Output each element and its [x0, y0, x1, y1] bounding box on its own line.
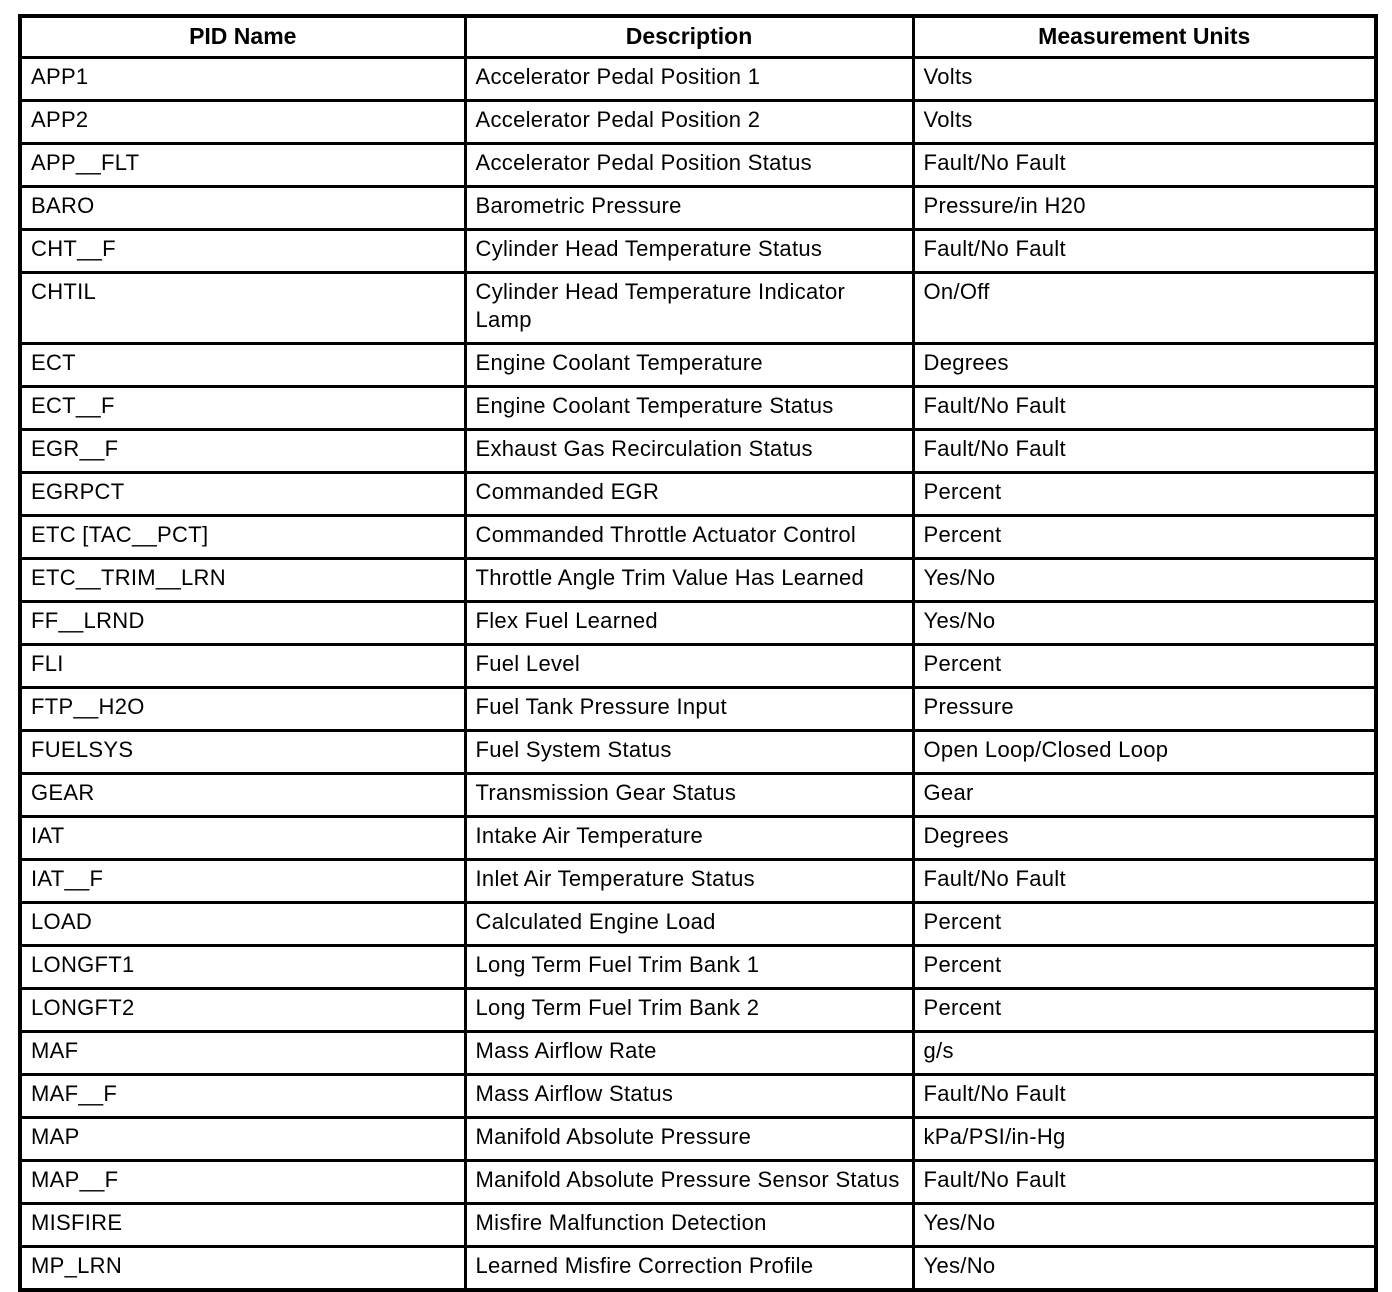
table-row	[20, 1161, 1376, 1204]
pid-name-cell: IAT	[20, 817, 465, 860]
description-cell: Exhaust Gas Recirculation Status	[465, 430, 913, 473]
measurement-units-cell: On/Off	[913, 273, 1376, 344]
table-row	[20, 1075, 1376, 1118]
description-cell: Commanded Throttle Actuator Control	[465, 516, 913, 559]
pid-name-cell: CHT__F	[20, 230, 465, 273]
measurement-units-cell: g/s	[913, 1032, 1376, 1075]
description-cell: Engine Coolant Temperature	[465, 344, 913, 387]
description-cell: Cylinder Head Temperature Status	[465, 230, 913, 273]
measurement-units-cell: Fault/No Fault	[913, 387, 1376, 430]
description-cell: Fuel Tank Pressure Input	[465, 688, 913, 731]
description-cell: Barometric Pressure	[465, 187, 913, 230]
description-cell: Commanded EGR	[465, 473, 913, 516]
measurement-units-cell: Fault/No Fault	[913, 430, 1376, 473]
pid-name-cell: FTP__H2O	[20, 688, 465, 731]
pid-name-cell: MP_LRN	[20, 1247, 465, 1291]
table-row	[20, 144, 1376, 187]
pid-name-cell: FF__LRND	[20, 602, 465, 645]
table-row	[20, 101, 1376, 144]
table-row	[20, 774, 1376, 817]
header-row	[20, 16, 1376, 58]
pid-name-cell: GEAR	[20, 774, 465, 817]
pid-name-cell: LONGFT1	[20, 946, 465, 989]
table-row	[20, 559, 1376, 602]
pid-name-cell: MAP__F	[20, 1161, 465, 1204]
table-row	[20, 731, 1376, 774]
column-header-measurement-units: Measurement Units	[913, 16, 1376, 58]
measurement-units-cell: Percent	[913, 946, 1376, 989]
measurement-units-cell: Percent	[913, 516, 1376, 559]
measurement-units-cell: Fault/No Fault	[913, 230, 1376, 273]
measurement-units-cell: Percent	[913, 903, 1376, 946]
description-cell: Transmission Gear Status	[465, 774, 913, 817]
pid-name-cell: APP__FLT	[20, 144, 465, 187]
description-cell: Intake Air Temperature	[465, 817, 913, 860]
table-row	[20, 473, 1376, 516]
measurement-units-cell: Fault/No Fault	[913, 144, 1376, 187]
description-cell: Fuel System Status	[465, 731, 913, 774]
table-row	[20, 688, 1376, 731]
description-cell: Manifold Absolute Pressure	[465, 1118, 913, 1161]
pid-name-cell: MAF__F	[20, 1075, 465, 1118]
table-row	[20, 387, 1376, 430]
column-header-pid-name: PID Name	[20, 16, 465, 58]
measurement-units-cell: Percent	[913, 989, 1376, 1032]
table-row	[20, 602, 1376, 645]
pid-name-cell: APP2	[20, 101, 465, 144]
measurement-units-cell: Open Loop/Closed Loop	[913, 731, 1376, 774]
description-cell: Accelerator Pedal Position Status	[465, 144, 913, 187]
table-row	[20, 58, 1376, 101]
table-row	[20, 817, 1376, 860]
measurement-units-cell: kPa/PSI/in-Hg	[913, 1118, 1376, 1161]
measurement-units-cell: Percent	[913, 473, 1376, 516]
measurement-units-cell: Degrees	[913, 344, 1376, 387]
measurement-units-cell: Yes/No	[913, 559, 1376, 602]
table-row	[20, 187, 1376, 230]
description-cell: Engine Coolant Temperature Status	[465, 387, 913, 430]
description-cell: Throttle Angle Trim Value Has Learned	[465, 559, 913, 602]
description-cell: Manifold Absolute Pressure Sensor Status	[465, 1161, 913, 1204]
pid-table-header	[20, 16, 1376, 58]
table-row	[20, 1032, 1376, 1075]
table-row	[20, 516, 1376, 559]
pid-name-cell: BARO	[20, 187, 465, 230]
pid-name-cell: ETC__TRIM__LRN	[20, 559, 465, 602]
description-cell: Flex Fuel Learned	[465, 602, 913, 645]
description-cell: Accelerator Pedal Position 1	[465, 58, 913, 101]
table-row	[20, 989, 1376, 1032]
pid-name-cell: MISFIRE	[20, 1204, 465, 1247]
pid-table-body	[20, 58, 1376, 1291]
description-cell: Learned Misfire Correction Profile	[465, 1247, 913, 1291]
measurement-units-cell: Degrees	[913, 817, 1376, 860]
table-row	[20, 344, 1376, 387]
pid-name-cell: ECT	[20, 344, 465, 387]
measurement-units-cell: Percent	[913, 645, 1376, 688]
pid-name-cell: EGRPCT	[20, 473, 465, 516]
measurement-units-cell: Gear	[913, 774, 1376, 817]
pid-name-cell: MAF	[20, 1032, 465, 1075]
measurement-units-cell: Pressure/in H20	[913, 187, 1376, 230]
column-header-description: Description	[465, 16, 913, 58]
description-cell: Long Term Fuel Trim Bank 2	[465, 989, 913, 1032]
table-row	[20, 860, 1376, 903]
measurement-units-cell: Fault/No Fault	[913, 1075, 1376, 1118]
table-row	[20, 430, 1376, 473]
measurement-units-cell: Yes/No	[913, 1247, 1376, 1291]
measurement-units-cell: Yes/No	[913, 1204, 1376, 1247]
pid-name-cell: ETC [TAC__PCT]	[20, 516, 465, 559]
pid-name-cell: IAT__F	[20, 860, 465, 903]
pid-name-cell: FLI	[20, 645, 465, 688]
table-row	[20, 273, 1376, 344]
pid-name-cell: LOAD	[20, 903, 465, 946]
description-cell: Inlet Air Temperature Status	[465, 860, 913, 903]
table-row	[20, 903, 1376, 946]
description-cell: Accelerator Pedal Position 2	[465, 101, 913, 144]
description-cell: Mass Airflow Rate	[465, 1032, 913, 1075]
table-row	[20, 946, 1376, 989]
table-row	[20, 645, 1376, 688]
pid-name-cell: MAP	[20, 1118, 465, 1161]
description-cell: Mass Airflow Status	[465, 1075, 913, 1118]
measurement-units-cell: Yes/No	[913, 602, 1376, 645]
measurement-units-cell: Volts	[913, 101, 1376, 144]
table-row	[20, 1247, 1376, 1291]
pid-name-cell: LONGFT2	[20, 989, 465, 1032]
table-row	[20, 1118, 1376, 1161]
pid-name-cell: CHTIL	[20, 273, 465, 344]
description-cell: Cylinder Head Temperature Indicator Lamp	[465, 273, 913, 344]
table-row	[20, 230, 1376, 273]
description-cell: Calculated Engine Load	[465, 903, 913, 946]
pid-table	[18, 14, 1378, 1292]
pid-name-cell: APP1	[20, 58, 465, 101]
measurement-units-cell: Pressure	[913, 688, 1376, 731]
pid-name-cell: EGR__F	[20, 430, 465, 473]
description-cell: Misfire Malfunction Detection	[465, 1204, 913, 1247]
measurement-units-cell: Fault/No Fault	[913, 1161, 1376, 1204]
measurement-units-cell: Volts	[913, 58, 1376, 101]
table-row	[20, 1204, 1376, 1247]
measurement-units-cell: Fault/No Fault	[913, 860, 1376, 903]
description-cell: Long Term Fuel Trim Bank 1	[465, 946, 913, 989]
description-cell: Fuel Level	[465, 645, 913, 688]
pid-name-cell: FUELSYS	[20, 731, 465, 774]
pid-name-cell: ECT__F	[20, 387, 465, 430]
